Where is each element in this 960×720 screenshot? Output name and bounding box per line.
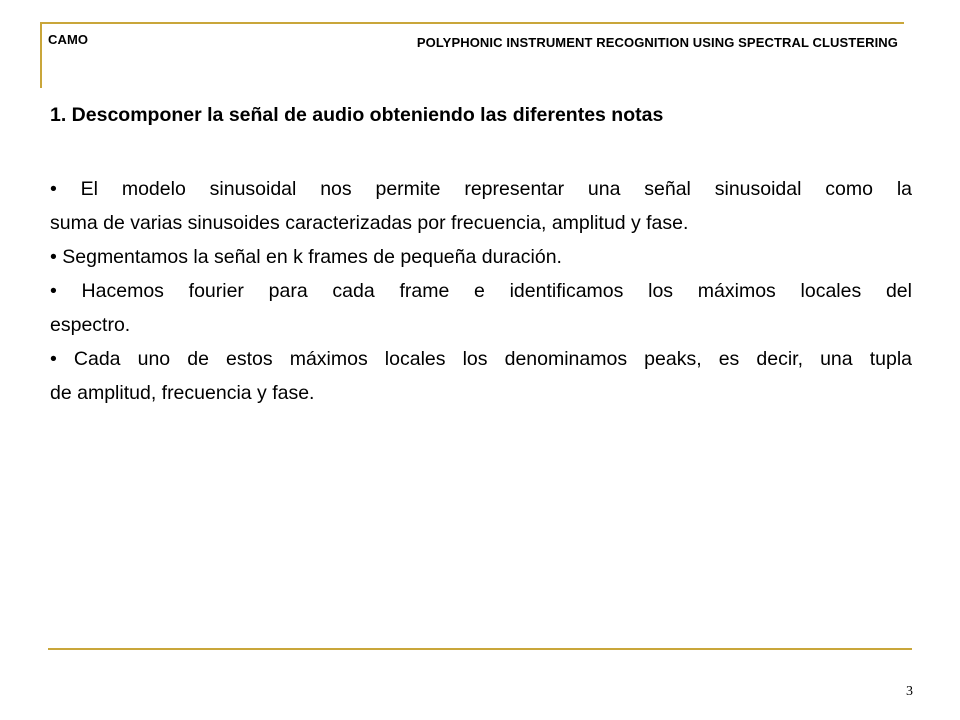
body-line: espectro. xyxy=(50,314,131,336)
body-line: • Cada uno de estos máximos locales los denominamos peaks, es decir, una tupla xyxy=(50,348,912,370)
footer-rule xyxy=(48,648,912,650)
body-line: • Hacemos fourier para cada frame e identificamos los máximos locales del xyxy=(50,280,912,302)
body-line: de amplitud, frecuencia y fase. xyxy=(50,382,315,404)
header-left-label: CAMO xyxy=(48,32,89,47)
header-left-rule xyxy=(40,22,42,88)
body-line: • El modelo sinusoidal nos permite representar una señal sinusoidal como la xyxy=(50,178,912,200)
section-heading: 1. Descomponer la señal de audio obteniendo las diferentes notas xyxy=(50,104,664,126)
body-line: suma de varias sinusoides caracterizadas por frecuencia, amplitud y fase. xyxy=(50,212,689,234)
header-top-rule xyxy=(40,22,904,24)
body-text xyxy=(50,172,912,410)
body-line: • Segmentamos la señal en k frames de pequeña duración. xyxy=(50,246,562,268)
header-title: POLYPHONIC INSTRUMENT RECOGNITION USING SPECTRAL CLUSTERING xyxy=(416,35,898,50)
page-number: 3 xyxy=(906,684,913,699)
